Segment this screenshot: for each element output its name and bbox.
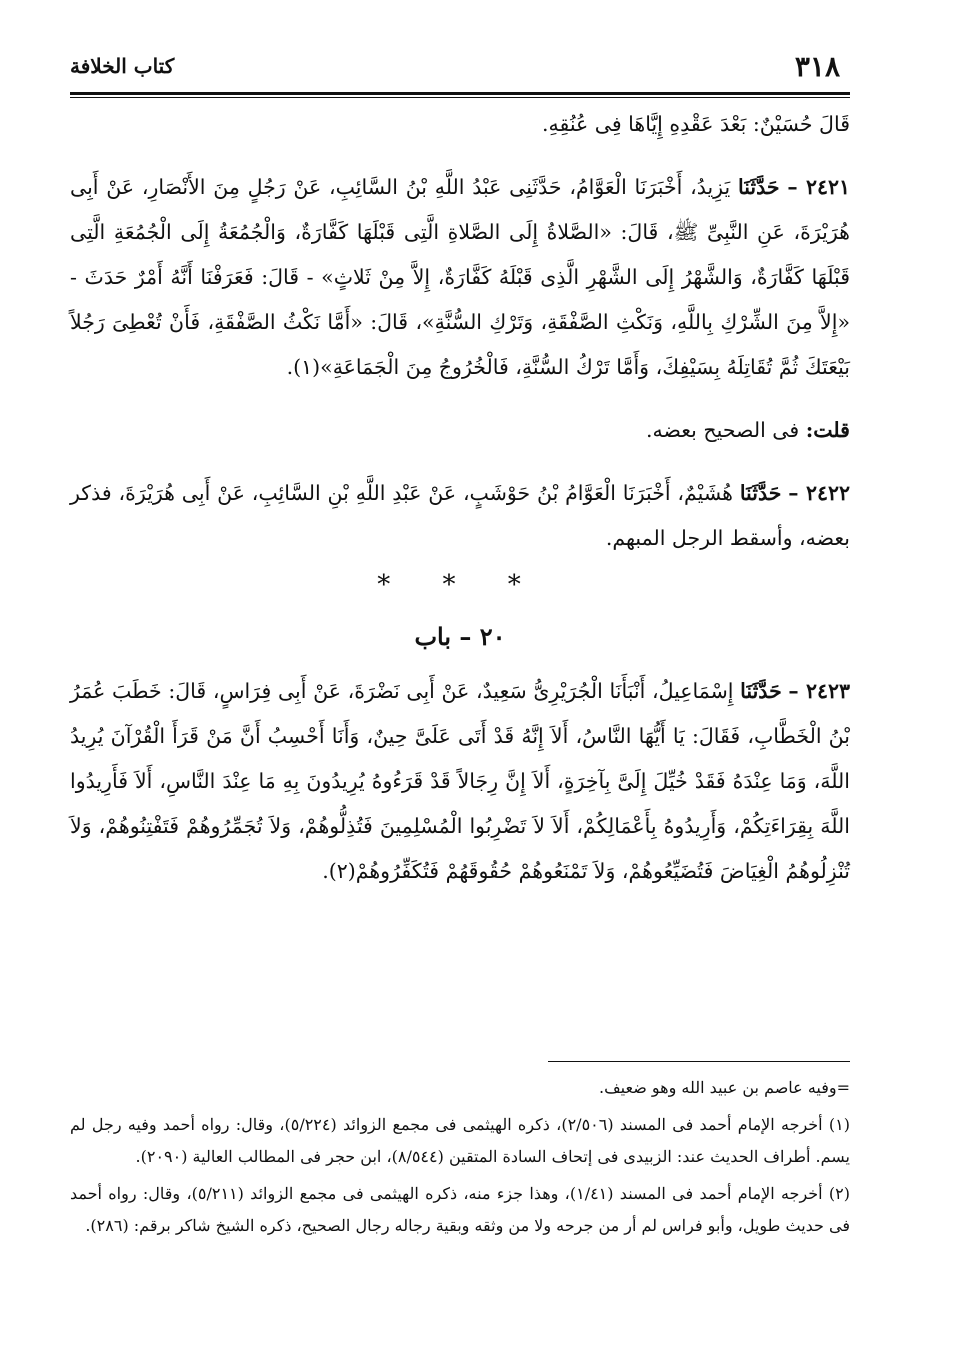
hadith-text: يَزِيدُ، أَخْبَرَنَا الْعَوَّامُ، حَدَّثَنِى عَبْدُ اللَّهِ بْنُ السَّائِبِ، عَنْ رَجُلٍ مِنَ الأَنْصَارِ، عَنْ أَبِى هُرَيْرَةَ، عَنِ النَّبِىِّ ﷺ، قَالَ: «الصَّلاةُ إِلَى الصَّلاةِ الَّتِى قَبْلَهَا كَفَّارَةٌ، وَالْجُمُعَةُ إِلَى الْجُمُعَةِ الَّتِى قَبْلَهَا كَفَّارَةٌ، وَالشَّهْرُ إِلَى الشَّهْرِ الَّذِى قَبْلَهُ كَفَّارَةٌ، إِلاَّ مِنْ ثَلاثٍ» - قَالَ: فَعَرَفْنَا أَنَّهُ أَمْرٌ حَدَثَ - «إِلاَّ مِنَ الشِّرْكِ بِاللَّهِ، وَنَكْثِ الصَّفْقَةِ، وَتَرْكِ السُّنَّةِ»، قَالَ: «أَمَّا نَكْثُ الصَّفْقَةِ، فَأَنْ تُعْطِىَ رَجُلاً بَيْعَتَكَ ثُمَّ تُقَاتِلَهُ بِسَيْفِكَ، وَأَمَّا تَرْكُ السُّنَّةِ، فَالْخُرُوجُ مِنَ الْجَمَاعَةِ»(١).	[70, 175, 850, 379]
hadith-2421	[70, 165, 850, 390]
chapter-heading: ٢٠ – باب	[414, 622, 506, 651]
hadith-number: ٢٤٢١ –	[787, 175, 850, 199]
footnote-1: (١) أخرجه الإمام أحمد فى المسند (٢/٥٠٦)، ذكره الهيثمى فى مجمع الزوائد (٥/٢٢٤)، وقال: رواه أحمد وفيه رجل لم يسم. أطراف الحديث عند: الزبيدى فى إتحاف السادة المتقين (٨/٥٤٤)، ابن حجر فى المطالب العالية (٢٠٩٠).	[70, 1114, 850, 1166]
chain-word: حَدَّثَنَا	[737, 175, 780, 199]
hadith-text: هُشَيْمٌ، أَخْبَرَنَا الْعَوَّامُ بْنُ حَوْشَبٍ، عَنْ عَبْدِ اللَّهِ بْنِ السَّائِبِ، عَنْ أَبِى هُرَيْرَةَ، فذكر بعضه، وأسقط الرجل المبهم.	[70, 481, 850, 550]
page-number: ٣١٨	[794, 50, 840, 83]
hadith-number: ٢٤٢٢ –	[788, 481, 850, 505]
running-header	[70, 50, 850, 90]
footnote-continuation: =وفيه عاصم بن عبيد الله وهو ضعيف.	[599, 1078, 850, 1097]
footnote-rule	[548, 1061, 850, 1062]
chain-word: حَدَّثَنَا	[739, 481, 782, 505]
qult-note	[70, 408, 850, 453]
qult-label: قلت:	[805, 418, 850, 442]
qult-text: فى الصحيح بعضه.	[646, 418, 800, 442]
main-text	[70, 102, 850, 894]
footnotes	[70, 1072, 850, 1243]
hadith-2423	[70, 669, 850, 894]
header-rule-thin	[70, 97, 850, 98]
hadith-text: إِسْمَاعِيلُ، أَنْبَأَنَا الْجُرَيْرِىُّ سَعِيدٌ، عَنْ أَبِى نَضْرَةَ، عَنْ أَبِى فِرَاسٍ، قَالَ: خَطَبَ عُمَرُ بْنُ الْخَطَّابِ، فَقَالَ: يَا أَيُّهَا النَّاسُ، أَلاَ إِنَّهُ قَدْ أَتَى عَلَىَّ حِينٌ، وَأَنَا أَحْسِبُ أَنَّ مَنْ قَرَأَ الْقُرْآنَ يُرِيدُ اللَّهَ، وَمَا عِنْدَهُ فَقَدْ خُيِّلَ إِلَىَّ بِآخِرَةٍ، أَلاَ إِنَّ رِجَالاً قَدْ قَرَءُوهُ يُرِيدُونَ بِهِ مَا عِنْدَ النَّاسِ، أَلاَ فَأَرِيدُوا اللَّهَ بِقِرَاءَتِكُمْ، وَأَرِيدُوهُ بِأَعْمَالِكُمْ، أَلاَ لاَ تَضْرِبُوا الْمُسْلِمِينَ فَتُذِلُّوهُمْ، وَلاَ تُجَمِّرُوهُمْ فَتَفْتِنُوهُمْ، وَلاَ تُنْزِلُوهُمُ الْغِيَاضَ فَتُضَيِّعُوهُمْ، وَلاَ تَمْنَعُوهُمْ حُقُوقَهُمْ فَتُكَفِّرُوهُمْ(٢).	[70, 679, 850, 883]
chain-word: حَدَّثَنَا	[740, 679, 782, 703]
opening-line: قَالَ حُسَيْنٌ: بَعْدَ عَقْدِهِ إِيَّاهَا فِى عُنُقِهِ.	[541, 112, 850, 136]
section-separator: * * *	[377, 570, 543, 600]
book-title: كتاب الخلافة	[70, 54, 175, 78]
book-page	[70, 40, 850, 1340]
header-rule	[70, 92, 850, 95]
footnote-2: (٢) أخرجه الإمام أحمد فى المسند (١/٤١)، وهذا جزء منه، ذكره الهيثمى فى مجمع الزوائد (٥/٢١١)، وقال: رواه أحمد فى حديث طويل، وأبو فراس لم أر من جرحه ولا من وثقه وبقية رجاله رجال الصحيح، ذكره الشيخ شاكر برقم: (٢٨٦).	[70, 1183, 850, 1235]
hadith-2422	[70, 471, 850, 561]
hadith-number: ٢٤٢٣ –	[788, 679, 850, 703]
